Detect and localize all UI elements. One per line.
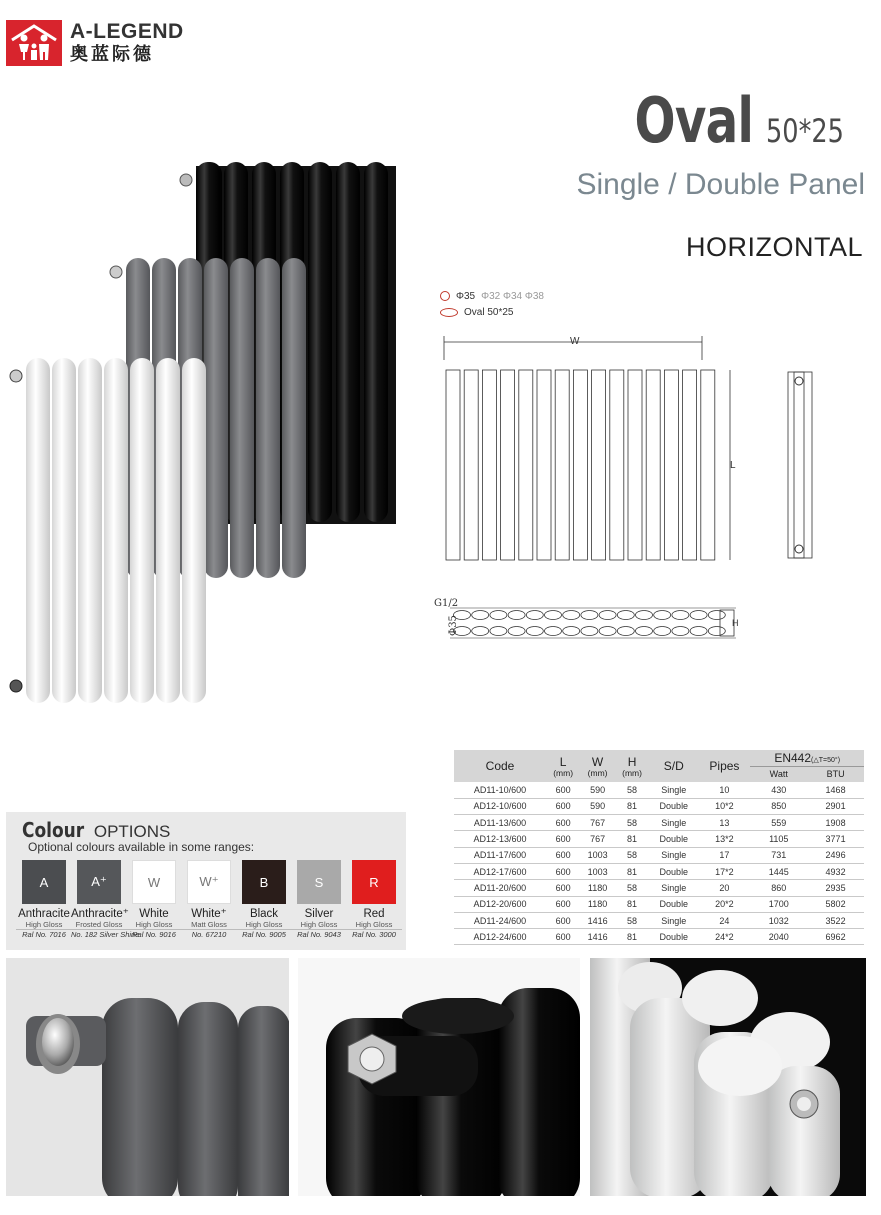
drawing-oval-section <box>599 611 616 620</box>
table-row <box>454 896 864 912</box>
swatch-letter: B <box>259 874 269 890</box>
swatch-name: Anthracite <box>18 908 70 920</box>
drawing-tube <box>537 370 551 560</box>
table-cell: 1468 <box>807 782 864 798</box>
drawing-oval-section <box>690 627 707 636</box>
radiator-tube <box>230 258 254 578</box>
table-cell: 17*2 <box>698 863 750 879</box>
spec-table <box>454 750 864 945</box>
drawing-oval-section <box>636 611 653 620</box>
product-title-block <box>601 84 863 157</box>
radiator-tube <box>26 358 50 703</box>
table-cell: 13*2 <box>698 831 750 847</box>
swatch-color <box>77 860 121 904</box>
side-view <box>788 372 812 558</box>
table-cell: Double <box>649 831 698 847</box>
table-cell: 600 <box>546 880 580 896</box>
brand-logo <box>6 20 184 66</box>
table-cell: AD12-17/600 <box>454 863 546 879</box>
colour-swatch <box>352 860 396 939</box>
top-view-tubes <box>454 611 726 636</box>
swatch-color <box>242 860 286 904</box>
swatch-name: White⁺ <box>191 908 227 920</box>
table-row <box>454 863 864 879</box>
colour-swatches <box>18 860 396 939</box>
drawing-oval-section <box>545 627 562 636</box>
table-cell: 600 <box>546 831 580 847</box>
table-cell: 2901 <box>807 798 864 814</box>
table-cell: 1105 <box>750 831 807 847</box>
table-cell: 559 <box>750 815 807 831</box>
colour-swatch <box>71 860 140 939</box>
colour-swatch <box>242 860 286 939</box>
drawing-tube <box>628 370 642 560</box>
table-cell: 1445 <box>750 863 807 879</box>
table-cell: 81 <box>615 929 649 945</box>
drawing-tube <box>482 370 496 560</box>
drawing-tube <box>664 370 678 560</box>
header-en442: EN442(△T=50°) <box>750 750 864 766</box>
swatch-finish: High Gloss <box>300 920 338 929</box>
table-cell: AD12-13/600 <box>454 831 546 847</box>
oval-pipe-option <box>440 304 544 320</box>
drawing-oval-section <box>708 611 725 620</box>
swatch-name: White <box>139 908 169 920</box>
colour-swatch <box>187 860 231 939</box>
product-size: 50*25 <box>765 112 844 150</box>
radiator-tube <box>256 258 280 578</box>
header-code: Code <box>454 750 546 782</box>
spec-header-row <box>454 750 864 766</box>
radiator-tube <box>52 358 76 703</box>
drawing-tube <box>446 370 460 560</box>
table-cell: 590 <box>580 782 615 798</box>
colour-title-rest: OPTIONS <box>93 822 171 841</box>
product-title: Oval <box>634 84 754 157</box>
table-cell: 430 <box>750 782 807 798</box>
drawing-oval-section <box>508 627 525 636</box>
drawing-oval-section <box>708 627 725 636</box>
table-cell: 20*2 <box>698 896 750 912</box>
product-subtitle: Single / Double Panel <box>576 168 865 201</box>
table-cell: 860 <box>750 880 807 896</box>
table-cell: 1003 <box>580 863 615 879</box>
swatch-name: Red <box>363 908 385 920</box>
swatch-finish: High Gloss <box>135 920 173 929</box>
table-cell: AD11-13/600 <box>454 815 546 831</box>
colour-swatch <box>18 860 70 939</box>
round-pipe-icon <box>440 291 450 301</box>
swatch-ral: Ral No. 9005 <box>236 929 292 939</box>
drawing-oval-section <box>690 611 707 620</box>
swatch-finish: High Gloss <box>355 920 393 929</box>
brand-name-cn: 奥蓝际德 <box>70 44 154 64</box>
header-h: H (mm) <box>615 750 649 782</box>
table-cell: 81 <box>615 896 649 912</box>
table-cell: 600 <box>546 847 580 863</box>
swatch-color <box>132 860 176 904</box>
drawing-oval-section <box>490 611 507 620</box>
brand-name-en: A-LEGEND <box>70 20 184 43</box>
swatch-name: Black <box>249 908 279 920</box>
swatch-finish: Matt Gloss <box>191 920 227 929</box>
table-cell: 2040 <box>750 929 807 945</box>
table-cell: 767 <box>580 831 615 847</box>
table-cell: Double <box>649 863 698 879</box>
technical-drawing <box>430 330 830 660</box>
table-cell: 81 <box>615 863 649 879</box>
drawing-oval-section <box>454 611 471 620</box>
drawing-oval-section <box>672 627 689 636</box>
table-cell: 2496 <box>807 847 864 863</box>
table-cell: 58 <box>615 880 649 896</box>
swatch-letter: S <box>314 874 324 890</box>
anthracite-detail-photo <box>6 958 289 1196</box>
radiator-tube <box>364 162 388 522</box>
table-cell: 1180 <box>580 896 615 912</box>
table-cell: AD11-24/600 <box>454 912 546 928</box>
table-cell: AD11-10/600 <box>454 782 546 798</box>
radiator-tube <box>156 358 180 703</box>
table-cell: 731 <box>750 847 807 863</box>
swatch-ral: Ral No. 9043 <box>291 929 347 939</box>
drawing-oval-section <box>654 611 671 620</box>
table-cell: Double <box>649 798 698 814</box>
swatch-letter: W⁺ <box>199 874 219 889</box>
radiator-tube <box>182 358 206 703</box>
table-cell: Single <box>649 847 698 863</box>
height-label: H <box>732 618 739 628</box>
radiator-product-image <box>0 150 420 710</box>
swatch-color <box>297 860 341 904</box>
radiator-tube <box>336 162 360 522</box>
table-row <box>454 782 864 798</box>
table-cell: 24 <box>698 912 750 928</box>
table-row <box>454 912 864 928</box>
colour-options-subtitle: Optional colours available in some ranges: <box>28 840 255 854</box>
drawing-oval-section <box>472 611 489 620</box>
swatch-name: Silver <box>304 908 334 920</box>
black-detail-photo <box>298 958 580 1196</box>
family-logo-icon <box>6 20 62 66</box>
drawing-oval-section <box>526 611 543 620</box>
table-cell: 10*2 <box>698 798 750 814</box>
table-cell: 1700 <box>750 896 807 912</box>
table-cell: AD12-20/600 <box>454 896 546 912</box>
drawing-oval-section <box>508 611 525 620</box>
drawing-oval-section <box>472 627 489 636</box>
white-detail-photo <box>590 958 866 1196</box>
table-cell: 600 <box>546 798 580 814</box>
swatch-color <box>352 860 396 904</box>
table-cell: 5802 <box>807 896 864 912</box>
swatch-finish: Frosted Gloss <box>75 920 123 929</box>
length-label: L <box>730 460 736 471</box>
table-cell: 1908 <box>807 815 864 831</box>
table-cell: 4932 <box>807 863 864 879</box>
drawing-tube <box>646 370 660 560</box>
oval-pipe-icon <box>440 308 458 317</box>
drawing-oval-section <box>545 611 562 620</box>
radiator-tube <box>282 258 306 578</box>
swatch-letter: R <box>369 874 379 890</box>
table-cell: 2935 <box>807 880 864 896</box>
table-cell: 6962 <box>807 929 864 945</box>
table-cell: 81 <box>615 831 649 847</box>
table-row <box>454 880 864 896</box>
drawing-tube <box>519 370 533 560</box>
round-pipe-others: Φ32 Φ34 Φ38 <box>481 290 544 302</box>
header-w: W (mm) <box>580 750 615 782</box>
drawing-oval-section <box>581 627 598 636</box>
table-cell: AD12-24/600 <box>454 929 546 945</box>
header-sd: S/D <box>649 750 698 782</box>
pipe-options-legend <box>440 288 544 320</box>
table-cell: 20 <box>698 880 750 896</box>
table-cell: 58 <box>615 912 649 928</box>
drawing-oval-section <box>563 627 580 636</box>
table-cell: 1032 <box>750 912 807 928</box>
drawing-tube <box>573 370 587 560</box>
swatch-letter: A <box>39 874 49 890</box>
table-row <box>454 831 864 847</box>
table-cell: 13 <box>698 815 750 831</box>
table-cell: 10 <box>698 782 750 798</box>
drawing-tube <box>683 370 697 560</box>
round-pipe-option <box>440 288 544 304</box>
radiator-tube <box>78 358 102 703</box>
table-row <box>454 847 864 863</box>
table-cell: AD11-20/600 <box>454 880 546 896</box>
colour-swatch <box>297 860 341 939</box>
swatch-ral: Ral No. 9016 <box>126 929 182 939</box>
drawing-oval-section <box>526 627 543 636</box>
swatch-ral: No. 182 Silver Shine <box>71 930 140 939</box>
radiator-tube <box>308 162 332 522</box>
table-cell: Single <box>649 782 698 798</box>
oval-pipe-label: Oval 50*25 <box>464 306 514 318</box>
table-cell: 1416 <box>580 929 615 945</box>
table-cell: Single <box>649 815 698 831</box>
table-cell: 3771 <box>807 831 864 847</box>
diameter-label: Φ35 <box>448 615 459 636</box>
radiator-tube <box>130 358 154 703</box>
radiator-tube <box>204 258 228 578</box>
table-cell: 590 <box>580 798 615 814</box>
drawing-oval-section <box>599 627 616 636</box>
table-cell: 58 <box>615 815 649 831</box>
table-cell: Single <box>649 912 698 928</box>
table-cell: 58 <box>615 847 649 863</box>
swatch-ral: Ral No. 3000 <box>346 929 402 939</box>
colour-swatch <box>132 860 176 939</box>
drawing-tube <box>701 370 715 560</box>
table-row <box>454 798 864 814</box>
swatch-ral: No. 67210 <box>181 929 237 939</box>
table-cell: 850 <box>750 798 807 814</box>
table-cell: 3522 <box>807 912 864 928</box>
width-label: W <box>570 336 580 347</box>
thread-label: G1/2 <box>434 598 459 609</box>
table-cell: 600 <box>546 896 580 912</box>
colour-options-title <box>22 818 170 842</box>
swatch-ral: Ral No. 7016 <box>16 929 72 939</box>
table-cell: Double <box>649 896 698 912</box>
swatch-letter: W <box>147 874 161 890</box>
colour-title-bold: Colour <box>22 818 85 842</box>
table-cell: 1003 <box>580 847 615 863</box>
swatch-color <box>22 860 66 904</box>
table-cell: 1416 <box>580 912 615 928</box>
table-cell: 24*2 <box>698 929 750 945</box>
table-cell: 17 <box>698 847 750 863</box>
table-cell: 600 <box>546 912 580 928</box>
table-cell: 767 <box>580 815 615 831</box>
header-btu: BTU <box>807 766 864 782</box>
swatch-finish: High Gloss <box>25 920 63 929</box>
drawing-tube <box>464 370 478 560</box>
header-watt: Watt <box>750 766 807 782</box>
table-cell: 58 <box>615 782 649 798</box>
swatch-color <box>187 860 231 904</box>
drawing-oval-section <box>617 627 634 636</box>
swatch-finish: High Gloss <box>245 920 283 929</box>
round-pipe-active: Φ35 <box>456 290 476 302</box>
drawing-oval-section <box>581 611 598 620</box>
header-pipes: Pipes <box>698 750 750 782</box>
table-cell: 600 <box>546 863 580 879</box>
header-l: L (mm) <box>546 750 580 782</box>
drawing-oval-section <box>563 611 580 620</box>
drawing-tube <box>555 370 569 560</box>
drawing-tube <box>501 370 515 560</box>
table-cell: 600 <box>546 782 580 798</box>
table-row <box>454 929 864 945</box>
table-cell: Single <box>649 880 698 896</box>
drawing-oval-section <box>672 611 689 620</box>
product-orientation: HORIZONTAL <box>685 232 863 262</box>
drawing-tube <box>592 370 606 560</box>
swatch-name: Anthracite⁺ <box>71 908 129 920</box>
table-cell: Double <box>649 929 698 945</box>
drawing-oval-section <box>490 627 507 636</box>
table-cell: 81 <box>615 798 649 814</box>
drawing-oval-section <box>636 627 653 636</box>
drawing-oval-section <box>617 611 634 620</box>
table-cell: AD12-10/600 <box>454 798 546 814</box>
brand-name <box>70 21 184 65</box>
table-cell: 600 <box>546 815 580 831</box>
front-view-tubes <box>446 370 715 560</box>
drawing-tube <box>610 370 624 560</box>
drawing-oval-section <box>654 627 671 636</box>
radiator-tube <box>104 358 128 703</box>
swatch-letter: A⁺ <box>91 874 107 889</box>
table-row <box>454 815 864 831</box>
table-cell: AD11-17/600 <box>454 847 546 863</box>
table-cell: 1180 <box>580 880 615 896</box>
white-radiator-tubes <box>26 358 206 703</box>
table-cell: 600 <box>546 929 580 945</box>
